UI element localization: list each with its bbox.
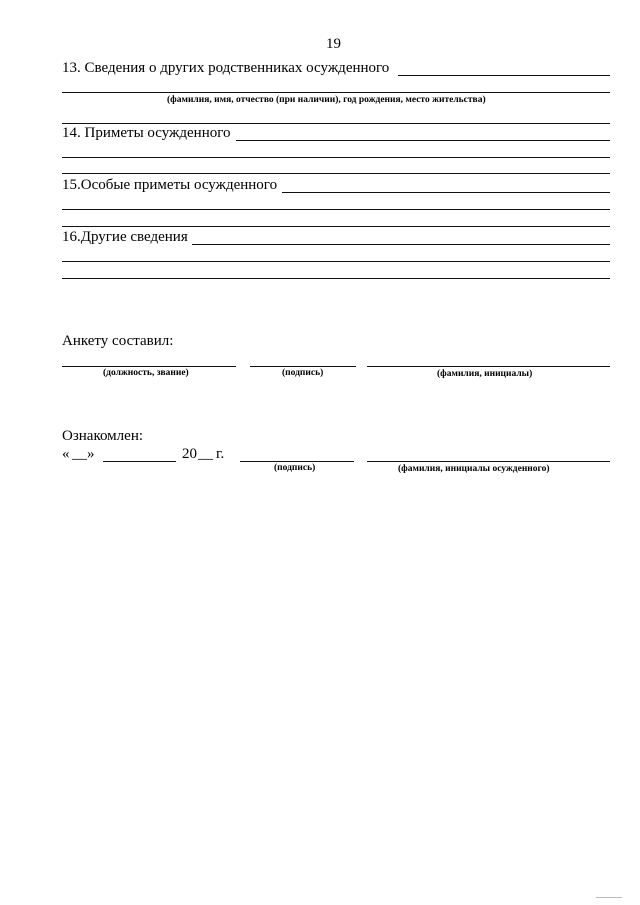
year-prefix: 20 [182, 446, 197, 462]
acknowledged-signature-caption: (подпись) [274, 463, 316, 473]
section-13-field-line-3[interactable] [62, 123, 610, 124]
section-14-field-line-1[interactable] [236, 140, 610, 141]
section-13-caption: (фамилия, имя, отчество (при наличии), год рождения, место жительства) [167, 95, 486, 105]
scan-artifact-mark [596, 897, 622, 898]
year-blank[interactable]: __ [198, 446, 213, 462]
date-month-line[interactable] [103, 461, 176, 462]
section-15-field-line-3[interactable] [62, 226, 610, 227]
compiled-name-line[interactable] [367, 366, 610, 367]
compiled-by-label: Анкету составил: [62, 333, 174, 349]
compiled-position-line[interactable] [62, 366, 236, 367]
section-15-field-line-2[interactable] [62, 209, 610, 210]
page-number: 19 [326, 36, 341, 52]
acknowledged-signature-line[interactable] [240, 461, 354, 462]
section-13-field-line-1[interactable] [398, 75, 610, 76]
date-day-blank[interactable]: __ [72, 446, 87, 462]
compiled-name-caption: (фамилия, инициалы) [437, 369, 533, 379]
section-16-field-line-1[interactable] [192, 244, 610, 245]
acknowledged-name-caption: (фамилия, инициалы осужденного) [398, 464, 550, 474]
date-open-quote: « [62, 446, 70, 462]
section-15-label: 15.Особые приметы осужденного [62, 177, 278, 193]
section-16-field-line-2[interactable] [62, 261, 610, 262]
section-13-label: 13. Сведения о других родственниках осужденного [62, 60, 390, 76]
compiled-signature-line[interactable] [250, 366, 356, 367]
section-14-label: 14. Приметы осужденного [62, 125, 231, 141]
section-16-label: 16.Другие сведения [62, 229, 188, 245]
section-13-field-line-2[interactable] [62, 92, 610, 93]
section-14-field-line-2[interactable] [62, 157, 610, 158]
section-14-field-line-3[interactable] [62, 173, 610, 174]
year-suffix: г. [216, 446, 225, 462]
section-15-field-line-1[interactable] [282, 192, 610, 193]
compiled-position-caption: (должность, звание) [103, 368, 189, 378]
date-close-quote: » [87, 446, 95, 462]
compiled-signature-caption: (подпись) [282, 368, 324, 378]
acknowledged-name-line[interactable] [367, 461, 610, 462]
acknowledged-label: Ознакомлен: [62, 428, 144, 444]
section-16-field-line-3[interactable] [62, 278, 610, 279]
